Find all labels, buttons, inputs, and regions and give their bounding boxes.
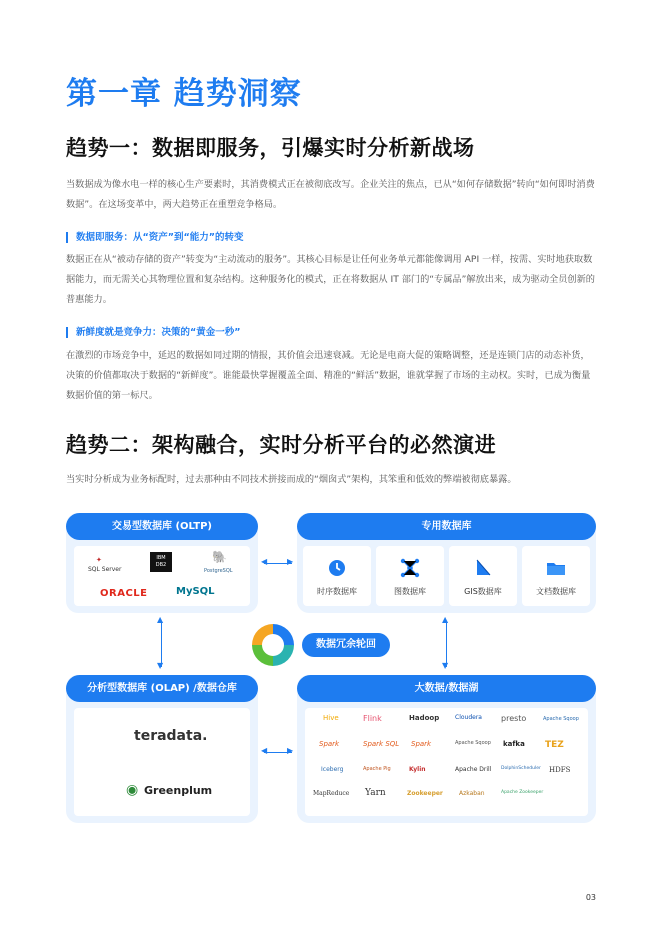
trend2-intro: 当实时分析成为业务标配时，过去那种由不同技术拼接而成的“烟囱式”架构，其笨重和低效的弊端被彻底暴露。: [66, 474, 517, 485]
greenplum-logo: Greenplum: [144, 784, 213, 797]
olap-panel: [66, 675, 258, 823]
spark-logo-2: Spark: [411, 740, 432, 748]
center-cycle-label: 数据冗余轮回: [302, 633, 390, 657]
zookeeper-logo-2: Apache Zookeeper: [501, 790, 544, 795]
bigdata-panel-title: 大数据/数据湖: [297, 675, 596, 702]
yarn-logo: Yarn: [365, 788, 386, 798]
graph-db-card: [376, 546, 444, 606]
tez-logo: TEZ: [545, 740, 564, 750]
special-db-panel-title: 专用数据库: [297, 513, 596, 540]
bigdata-logo-card: [305, 708, 588, 816]
arrow-right-icon: ▶: [287, 746, 294, 755]
cycle-icon: [248, 620, 298, 670]
mysql-logo: MySQL: [176, 586, 215, 597]
trend1-intro: 当数据成为像水电一样的核心生产要素时，其消费模式正在被彻底改写。企业关注的焦点，已从“如何存储数据”转向“如何即时消费数据”。在这场变革中，两大趋势正在重塑竞争格局。: [66, 179, 595, 210]
page-number: 03: [585, 893, 596, 902]
kafka-logo: kafka: [503, 740, 525, 748]
trend1-sub2-body: 在激烈的市场竞争中，延迟的数据如同过期的情报，其价值会迅速衰减。无论是电商大促的策略调整，还是连锁门店的动态补货，决策的价值都取决于数据的“新鲜度”。谁能最快掌握覆盖全面、精准的“鲜活”数据，谁就掌握了市场的主动权。实时，已成为衡量数据价值的第一标尺。: [66, 350, 591, 401]
spark-logo-1: Spark: [319, 740, 340, 748]
sqoop-logo-2: Apache Sqoop: [455, 740, 491, 746]
ibm-db2-logo: IBM DB2: [150, 552, 172, 572]
flink-logo: Flink: [363, 714, 382, 723]
trend2-title: 趋势二：架构融合，实时分析平台的必然演进: [66, 433, 496, 457]
arrow-down-icon: ▼: [157, 661, 164, 670]
map-pointer-icon: [473, 558, 493, 578]
drill-logo: Apache Drill: [455, 766, 492, 773]
pig-logo: Apache Pig: [363, 766, 391, 772]
olap-logo-card: [74, 708, 250, 816]
gis-db-label: GIS数据库: [464, 587, 502, 596]
teradata-logo: teradata.: [134, 728, 208, 744]
kylin-logo: Kylin: [409, 766, 426, 773]
sqoop-logo-1: Apache Sqoop: [543, 716, 579, 722]
iceberg-logo: Iceberg: [321, 766, 344, 773]
timeseries-db-card: [303, 546, 371, 606]
bigdata-panel: [297, 675, 596, 823]
hadoop-logo-1: Hadoop: [409, 714, 440, 722]
trend1-sub1-title: 数据即服务：从“资产”到“能力”的转变: [66, 232, 243, 243]
trend1-title: 趋势一：数据即服务，引爆实时分析新战场: [66, 136, 475, 160]
oltp-logo-card: [74, 546, 250, 606]
greenplum-icon: ◉: [126, 782, 139, 798]
cloudera-logo: Cloudera: [455, 714, 482, 721]
trend1-sub1-body: 数据正在从“被动存储的资产”转变为“主动流动的服务”。其核心目标是让任何业务单元都能像调用 API 一样，按需、实时地获取数据能力，而无需关心其物理位置和复杂结构。这种服务化的模式，正在将数据从 IT 部门的“专属品”解放出来，成为驱动全员创新的普惠能力。: [66, 254, 595, 305]
graph-nodes-icon: [400, 558, 420, 578]
document-db-card: [522, 546, 590, 606]
arrow-right-icon: ▶: [287, 557, 294, 566]
zookeeper-logo-1: Zookeeper: [407, 790, 443, 797]
mapreduce-logo: MapReduce: [313, 790, 350, 797]
postgresql-icon: 🐘: [212, 550, 227, 564]
trend1-sub2-title: 新鲜度就是竞争力：决策的“黄金一秒”: [66, 327, 241, 338]
oracle-logo: ORACLE: [100, 588, 148, 599]
gis-db-card: [449, 546, 517, 606]
olap-panel-title: 分析型数据库 (OLAP) /数据仓库: [66, 675, 258, 702]
arrow-left-icon: ◀: [261, 557, 268, 566]
special-db-panel: [297, 513, 596, 613]
oltp-panel: [66, 513, 258, 613]
hdfs-logo: HDFS: [549, 766, 571, 774]
graph-db-label: 图数据库: [394, 587, 426, 596]
sqlserver-logo: ✦: [96, 556, 102, 564]
timeseries-db-label: 时序数据库: [317, 587, 357, 596]
folder-icon: [546, 558, 566, 578]
clock-icon: [327, 558, 347, 578]
document-db-label: 文档数据库: [536, 587, 576, 596]
arrow-up-icon: ▲: [157, 615, 164, 624]
dolphinscheduler-logo: DolphinScheduler: [501, 766, 541, 771]
arrow-left-icon: ◀: [261, 746, 268, 755]
arrow-up-icon: ▲: [442, 615, 449, 624]
spark-sql-logo: Spark SQL: [363, 740, 400, 748]
presto-logo: presto: [501, 714, 527, 723]
arrow-down-icon: ▼: [442, 661, 449, 670]
hive-logo: Hive: [323, 714, 339, 722]
chapter-title: 第一章 趋势洞察: [66, 76, 302, 112]
sqlserver-logo-text: SQL Server: [88, 566, 122, 573]
postgresql-logo-text: PostgreSQL: [204, 568, 233, 574]
oltp-panel-title: 交易型数据库 (OLTP): [66, 513, 258, 540]
azkaban-logo: Azkaban: [459, 790, 485, 797]
